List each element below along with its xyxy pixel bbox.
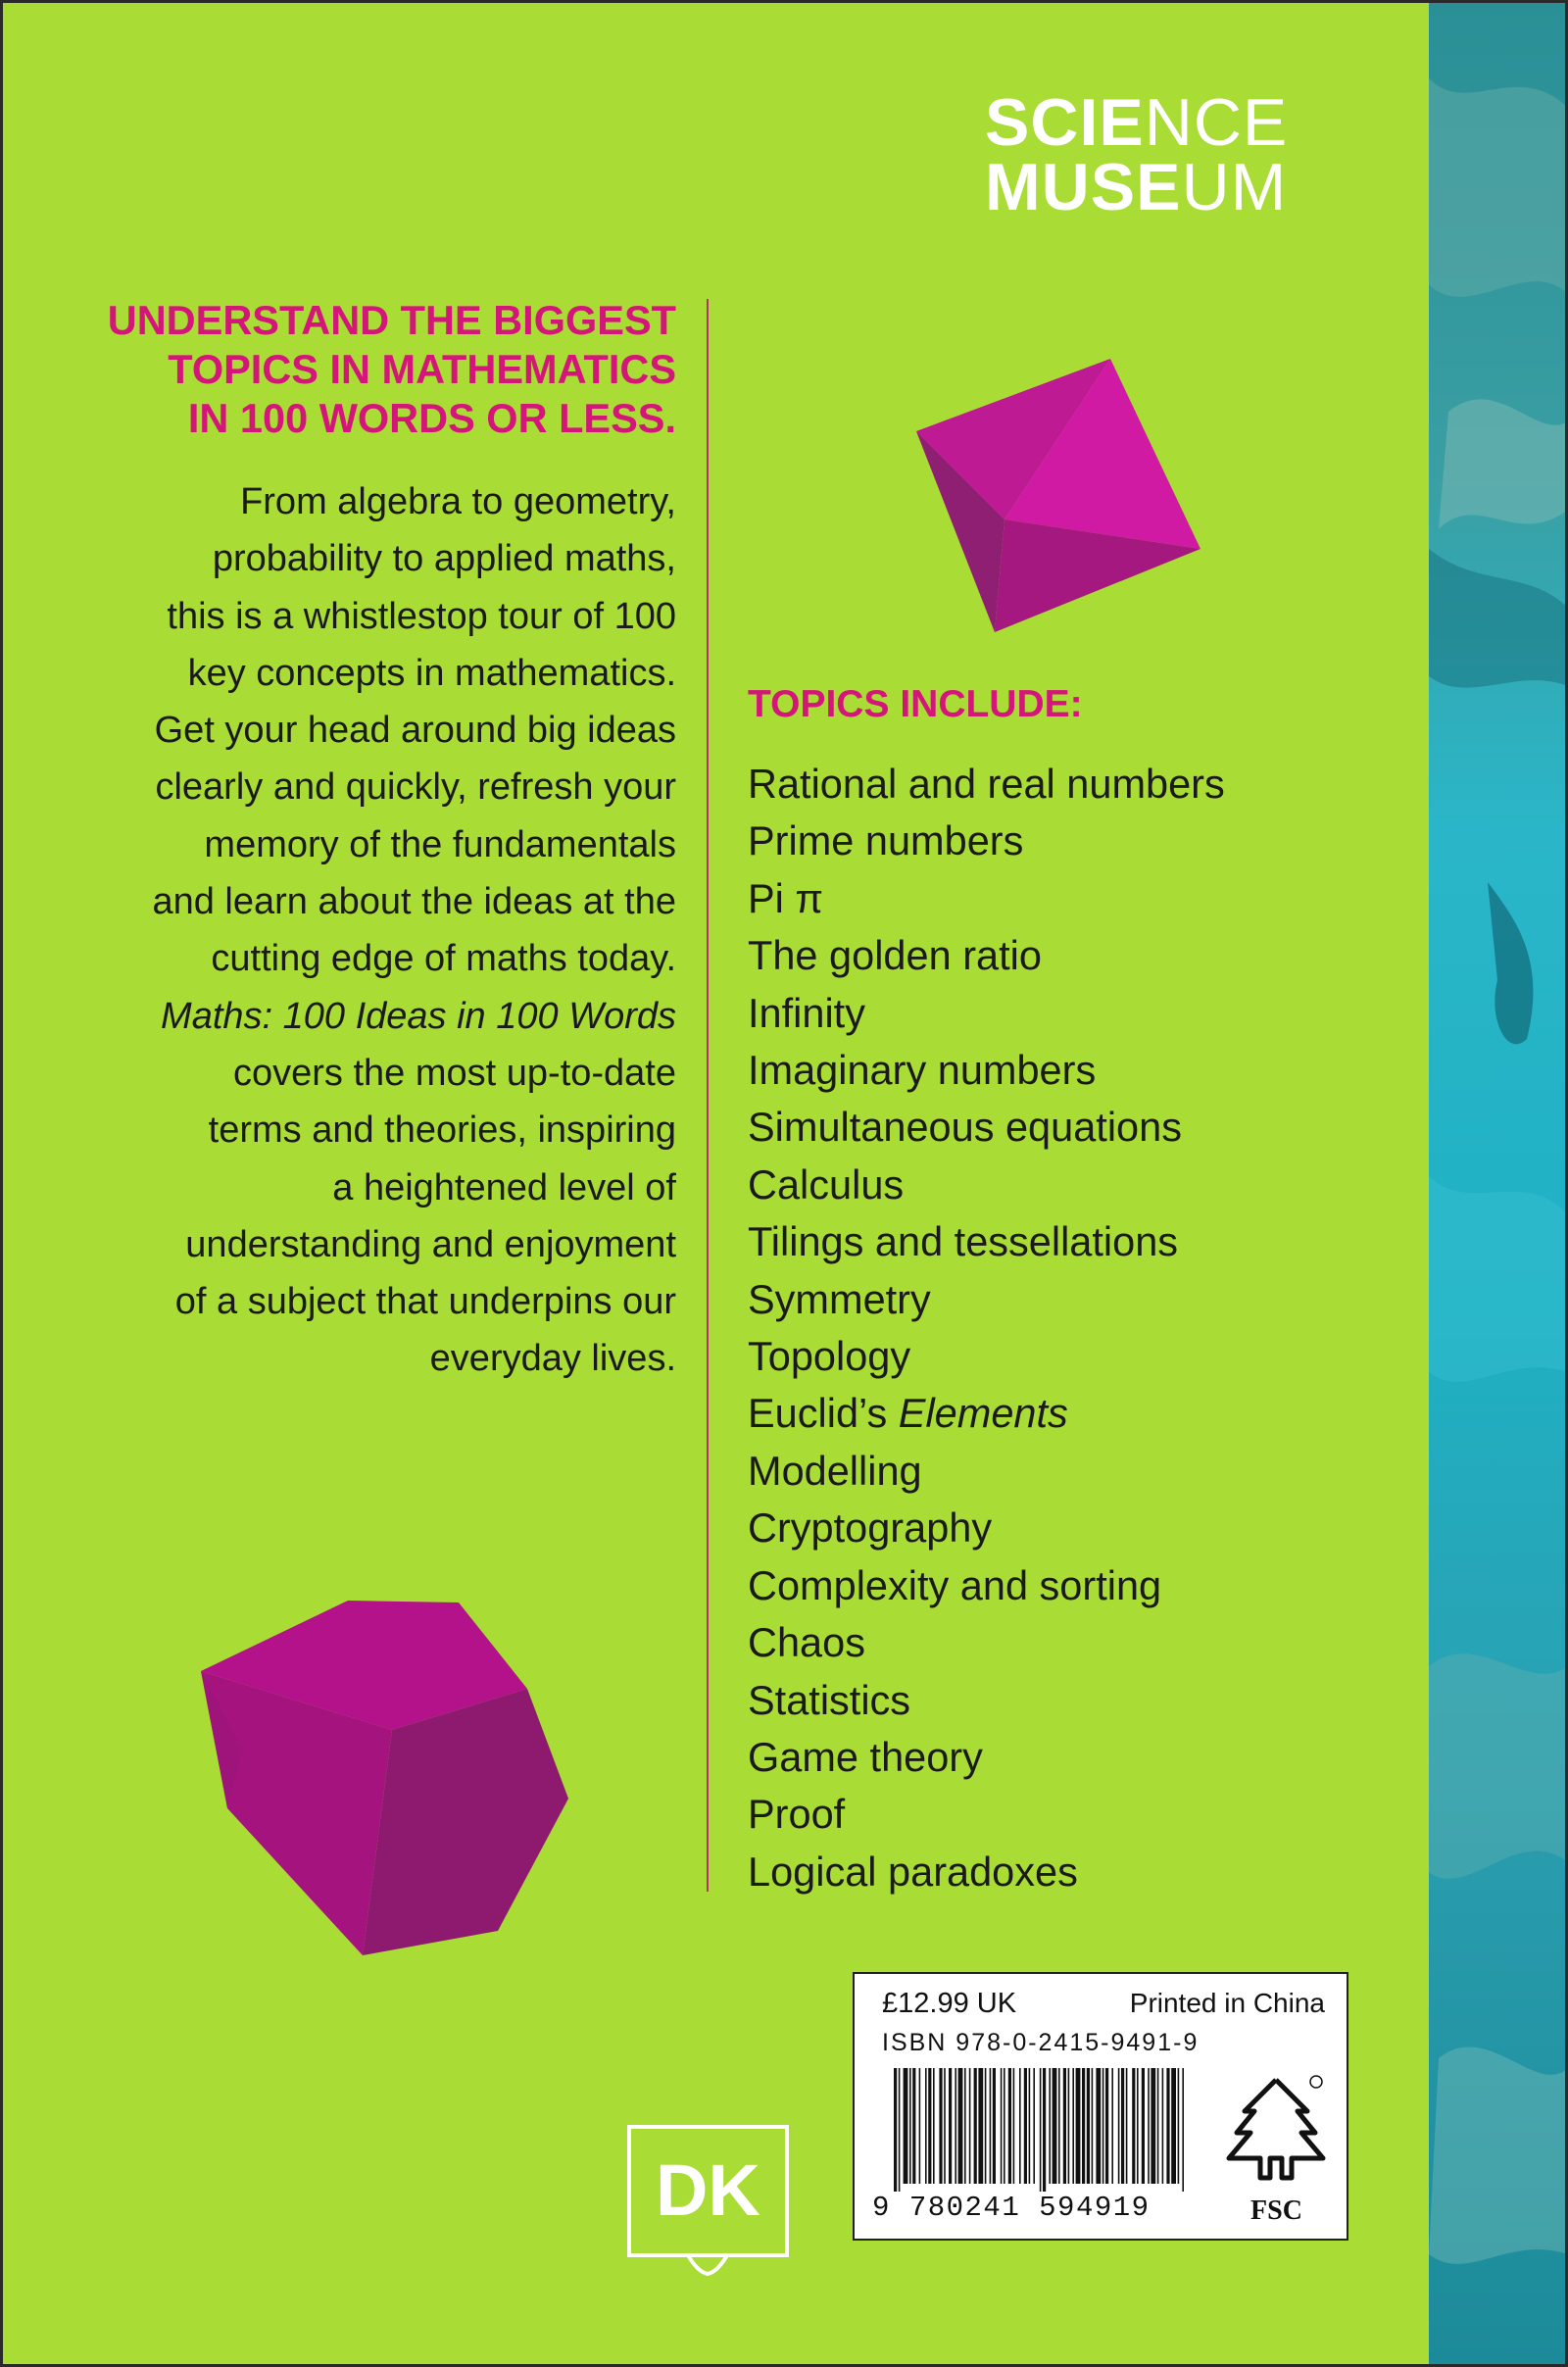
fsc-tree-icon	[1225, 2072, 1328, 2194]
topic-item: The golden ratio	[748, 932, 1042, 979]
barcode-bar	[1068, 2068, 1070, 2184]
topic-item: Proof	[748, 1791, 846, 1838]
euclid-prefix: Euclid’s	[748, 1390, 899, 1437]
barcode-bar	[969, 2068, 971, 2184]
printed-in-text: Printed in China	[1129, 1988, 1325, 2018]
fsc-logo	[1225, 2072, 1328, 2229]
book-title-italic: Maths: 100 Ideas in 100 Words	[161, 995, 676, 1037]
topic-item: Cryptography	[748, 1504, 993, 1552]
barcode-bar	[955, 2068, 956, 2184]
dk-logo-text: DK	[656, 2149, 760, 2231]
topic-item: Infinity	[748, 989, 865, 1036]
barcode-bar	[1040, 2068, 1042, 2192]
barcode-bar	[1053, 2068, 1057, 2184]
barcode-bar	[925, 2068, 927, 2184]
dk-logo	[627, 2125, 789, 2277]
barcode-bars	[894, 2068, 1188, 2192]
ean-digits	[872, 2192, 1196, 2224]
blurb-line: this is a whistlestop tour of 100	[167, 595, 676, 637]
blurb-line: From algebra to geometry,	[240, 481, 676, 522]
barcode-bar	[909, 2068, 911, 2184]
barcode-bar	[1049, 2068, 1051, 2184]
blurb-line: probability to applied maths,	[212, 538, 676, 580]
barcode-bar	[1171, 2068, 1176, 2184]
blurb-line: clearly and quickly, refresh your	[155, 766, 676, 809]
barcode-bar	[1096, 2068, 1101, 2184]
barcode-bar	[1102, 2068, 1104, 2184]
description-blurb	[39, 473, 676, 1388]
ocean-texture-image	[1429, 0, 1568, 2367]
octahedron-shape	[906, 353, 1205, 637]
blurb-line: Get your head around big ideas	[154, 710, 676, 752]
topic-item: Imaginary numbers	[748, 1047, 1097, 1094]
topic-item: Topology	[748, 1333, 911, 1380]
topic-item: Chaos	[748, 1619, 865, 1666]
barcode-bar	[958, 2068, 963, 2184]
barcode-bar	[985, 2068, 987, 2184]
blurb-line: terms and theories, inspiring	[208, 1110, 676, 1152]
blurb-line: key concepts in mathematics.	[187, 652, 676, 694]
headline-line: UNDERSTAND THE BIGGEST	[107, 297, 676, 343]
spine-photo-strip	[1429, 0, 1568, 2367]
barcode-bar	[1132, 2068, 1135, 2184]
topic-item: Modelling	[748, 1447, 922, 1494]
barcode-bar	[939, 2068, 942, 2184]
barcode-bar	[1157, 2068, 1159, 2184]
barcode-bar	[1087, 2068, 1090, 2184]
barcode-bar	[1033, 2068, 1035, 2184]
isbn-text: ISBN 978-0-2415-9491-9	[882, 2029, 1200, 2056]
euclid-italic: Elements	[898, 1390, 1068, 1437]
ean-first-digit: 9	[872, 2192, 891, 2224]
barcode-bar	[1137, 2068, 1139, 2184]
barcode-bar	[1118, 2068, 1120, 2184]
barcode-bar	[1019, 2068, 1021, 2184]
barcode-bar	[1162, 2068, 1164, 2184]
barcode-bar	[928, 2068, 931, 2184]
prism-shape	[196, 1573, 573, 1960]
blurb-line: memory of the fundamentals	[204, 823, 676, 865]
barcode-bar	[1121, 2068, 1124, 2184]
barcode-bar	[1142, 2068, 1145, 2184]
blurb-line: a heightened level of	[332, 1166, 676, 1208]
barcode-bar	[933, 2068, 935, 2184]
topic-item: Tilings and tessellations	[748, 1218, 1179, 1265]
barcode-bar	[1058, 2068, 1060, 2184]
barcode-bar	[904, 2068, 908, 2184]
science-museum-logo: SCIENCE MUSEUM	[985, 85, 1289, 224]
barcode-bar	[919, 2068, 921, 2184]
barcode-bar	[1029, 2068, 1031, 2184]
barcode-bar	[1072, 2068, 1074, 2184]
topics-list	[748, 756, 1225, 1900]
topic-item-euclid	[748, 1385, 1225, 1442]
blurb-line: cutting edge of maths today.	[211, 938, 676, 980]
ean-group-1: 780241	[908, 2192, 1021, 2224]
topic-item: Statistics	[748, 1676, 911, 1723]
blurb-line: of a subject that underpins our	[174, 1281, 676, 1323]
barcode-bar	[899, 2068, 901, 2192]
blurb-line: covers the most up-to-date	[233, 1052, 676, 1094]
topic-item: Pi π	[748, 874, 824, 921]
topic-item: Game theory	[748, 1733, 983, 1780]
barcode-bar	[990, 2068, 992, 2184]
topic-item: Logical paradoxes	[748, 1848, 1078, 1895]
headline	[59, 296, 676, 443]
barcode-bar	[1043, 2068, 1046, 2192]
fsc-label: FSC	[1250, 2195, 1302, 2226]
vertical-divider	[707, 299, 709, 1892]
barcode-bar	[1178, 2068, 1180, 2184]
barcode-bar	[1082, 2068, 1085, 2184]
barcode-bar	[1126, 2068, 1128, 2184]
barcode-bar	[974, 2068, 977, 2184]
barcode-bar	[1151, 2068, 1155, 2184]
barcode-bar	[894, 2068, 897, 2192]
barcode-bar	[1004, 2068, 1005, 2184]
barcode-bar	[1076, 2068, 1081, 2184]
topic-item: Simultaneous equations	[748, 1104, 1182, 1151]
price-text: £12.99 UK	[882, 1988, 1017, 2019]
topic-item: Rational and real numbers	[748, 761, 1225, 807]
topic-item: Calculus	[748, 1160, 905, 1208]
headline-line: IN 100 WORDS OR LESS.	[187, 395, 676, 441]
barcode-bar	[1092, 2068, 1094, 2184]
blurb-line: understanding and enjoyment	[185, 1223, 676, 1265]
topics-heading: TOPICS INCLUDE:	[748, 683, 1083, 725]
blurb-line: and learn about the ideas at the	[152, 881, 676, 923]
ean-group-2: 594919	[1039, 2192, 1151, 2224]
barcode-label	[853, 1972, 1348, 2241]
barcode-bar	[978, 2068, 983, 2184]
barcode-bar	[1166, 2068, 1169, 2184]
barcode-bar	[1105, 2068, 1108, 2184]
barcode-bar	[1063, 2068, 1066, 2184]
topic-item: Prime numbers	[748, 817, 1024, 864]
barcode-bar	[1013, 2068, 1015, 2184]
barcode-bar	[944, 2068, 946, 2184]
topic-item: Complexity and sorting	[748, 1561, 1162, 1608]
barcode-bar	[949, 2068, 952, 2184]
headline-line: TOPICS IN MATHEMATICS	[168, 346, 676, 392]
barcode-bar	[912, 2068, 915, 2184]
barcode-bar	[993, 2068, 996, 2184]
barcode-bar	[1182, 2068, 1184, 2192]
barcode-bar	[964, 2068, 966, 2184]
barcode-bar	[1024, 2068, 1027, 2184]
barcode-bar	[1008, 2068, 1011, 2184]
barcode-bar	[1111, 2068, 1113, 2184]
topic-item: Symmetry	[748, 1275, 931, 1322]
blurb-line: everyday lives.	[429, 1338, 676, 1380]
barcode-bar	[1148, 2068, 1150, 2184]
barcode-bar	[1001, 2068, 1003, 2184]
